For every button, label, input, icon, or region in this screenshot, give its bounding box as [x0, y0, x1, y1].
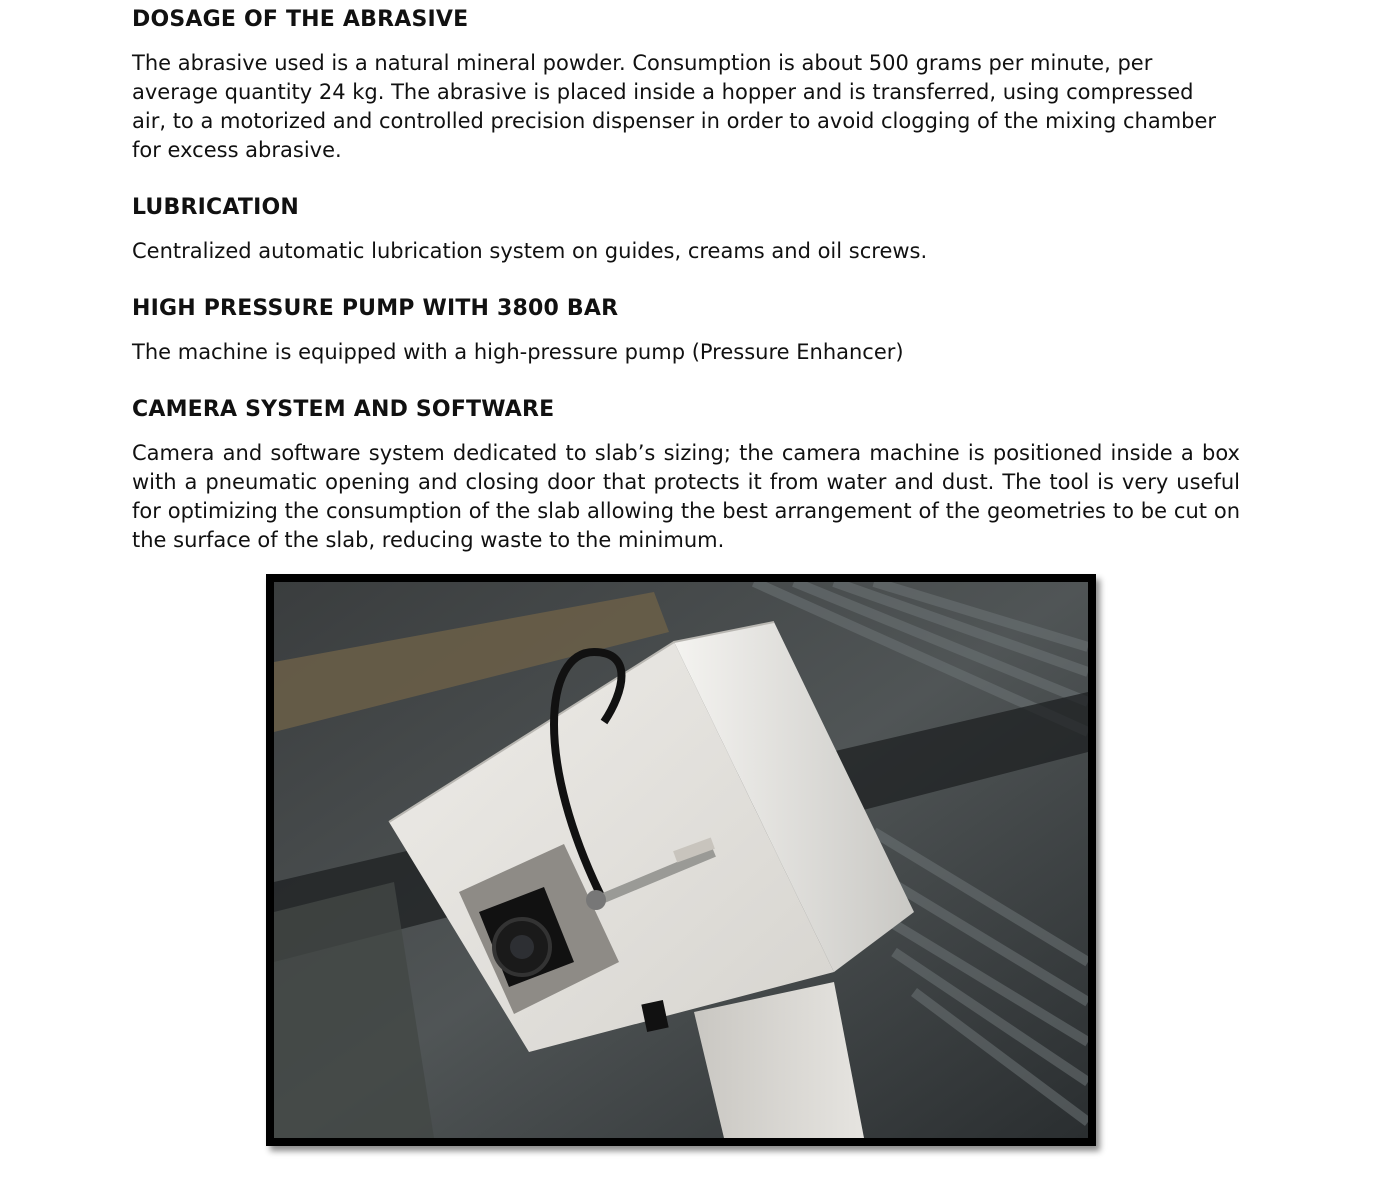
camera-box-illustration [274, 582, 1088, 1138]
camera-box-photo-frame [266, 574, 1096, 1146]
section-heading-pump: HIGH PRESSURE PUMP WITH 3800 BAR [132, 296, 619, 321]
section-heading-camera: CAMERA SYSTEM AND SOFTWARE [132, 397, 555, 422]
section-body-lubrication: Centralized automatic lubrication system on guides, creams and oil screws. [132, 239, 928, 263]
section-body-camera: Camera and software system dedicated to slab’s sizing; the camera machine is positioned inside a box with a pneumatic opening and closing door that protects it from water and dust. The tool is very useful for optimizing the consumption of the slab allowing the best arrangement of the geometries to be cut on the surface of the slab, reducing waste to the minimum. [132, 441, 1240, 552]
section-body-pump: The machine is equipped with a high-pressure pump (Pressure Enhancer) [132, 340, 904, 364]
camera-box-photo [274, 582, 1088, 1138]
section-body-dosage: The abrasive used is a natural mineral powder. Consumption is about 500 grams per minute, per average quantity 24 kg. The abrasive is placed inside a hopper and is transferred, using compressed air, to a motorized and controlled precision dispenser in order to avoid clogging of the mixing chamber for excess abrasive. [132, 51, 1217, 162]
section-heading-lubrication: LUBRICATION [132, 195, 299, 220]
section-heading-dosage: DOSAGE OF THE ABRASIVE [132, 7, 469, 32]
